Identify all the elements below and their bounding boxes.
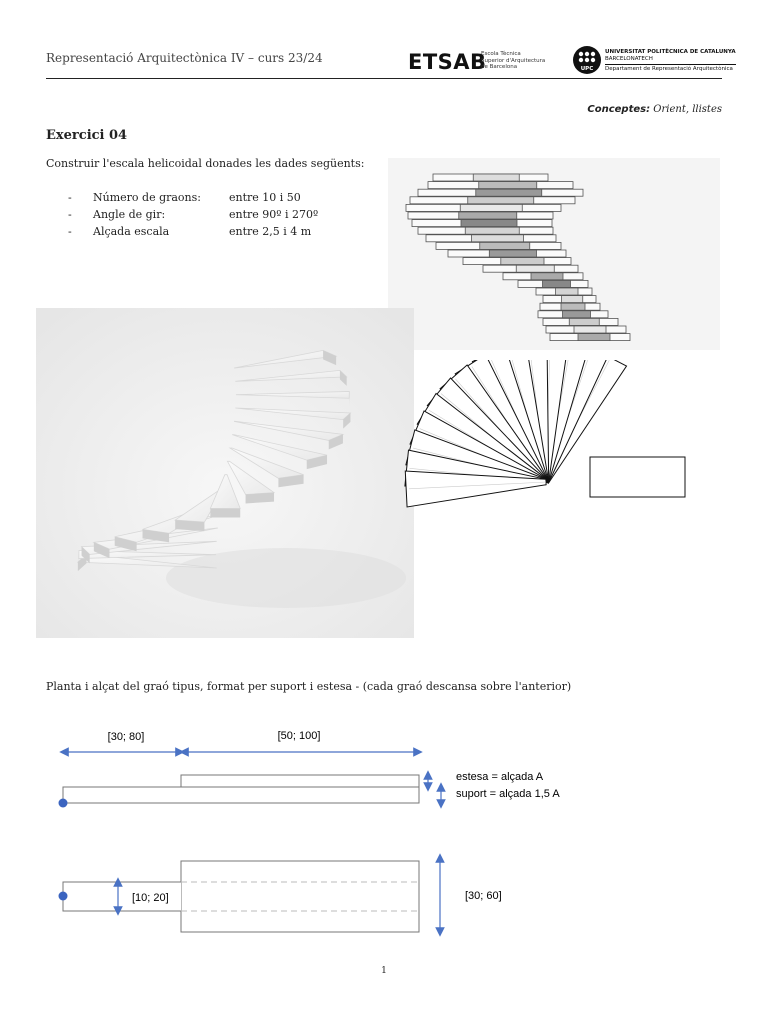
list-label: Alçada escala (93, 225, 170, 238)
upc-logo (573, 46, 601, 74)
etsab-logo: ETSAB (408, 50, 487, 74)
upc-text (605, 49, 736, 73)
elevation-step-shade (480, 242, 530, 249)
origin-point (59, 799, 68, 808)
elevation-step-shade (562, 296, 583, 303)
elevation-step-shade (476, 189, 542, 196)
course-header: Representació Arquitectònica IV – curs 23/24 (46, 51, 323, 65)
page-number: 1 (381, 966, 387, 976)
etsab-sub-line-1: Escola Tècnica (481, 51, 521, 57)
elevation-step-shade (563, 311, 591, 318)
legend-suport: suport = alçada 1,5 A (456, 788, 560, 800)
exercise-title: Exercici 04 (46, 128, 128, 143)
legend-estesa: estesa = alçada A (456, 771, 544, 783)
elevation-step-shade (468, 197, 534, 204)
etsab-subtitle (481, 51, 545, 71)
dim-depth-label: [30; 60] (465, 890, 502, 902)
elevation-step-shade (574, 326, 606, 333)
elevation-step-shade (459, 212, 517, 219)
elevation-step-shade (516, 265, 554, 272)
list-bullet: - (68, 191, 72, 204)
elevation-step-shade (569, 318, 599, 325)
dim-width-label: [10; 20] (132, 892, 169, 904)
upc-logo-text: UPC (580, 66, 594, 72)
dim-support-label: [30; 80] (107, 731, 145, 743)
elevation-step-shade (543, 280, 571, 287)
step-plan-elevation-diagram (44, 720, 644, 950)
render-tread-edge (246, 493, 274, 504)
elevation-step-shade (556, 288, 578, 295)
list-label: Número de graons: (93, 191, 201, 204)
list-bullet: - (68, 208, 72, 221)
upc-line-2: BARCELONATECH (605, 56, 653, 62)
dim-estesa-label: [50; 100] (277, 730, 321, 742)
elevation-step-shade (465, 227, 519, 234)
estesa-elevation (181, 775, 419, 788)
suport-elevation (63, 787, 419, 803)
plan-landing (590, 457, 685, 497)
elevation-step-shade (561, 303, 585, 310)
origin-point (59, 892, 68, 901)
elevation-step-shade (479, 182, 537, 189)
upc-line-1: UNIVERSITAT POLITÈCNICA DE CATALUNYA (605, 49, 736, 55)
section-description: Planta i alçat del graó tipus, format per suport i estesa - (cada graó descansa sobre l'anterior) (46, 680, 572, 693)
elevation-step-shade (501, 258, 544, 265)
list-item (46, 189, 318, 206)
etsab-sub-line-3: de Barcelona (481, 64, 518, 70)
elevation-step-shade (578, 334, 610, 341)
estesa-plan (181, 861, 419, 932)
list-value: entre 90º i 270º (229, 208, 319, 221)
spiral-stair-render (36, 308, 414, 638)
elevation-step-shade (472, 235, 524, 242)
list-item (46, 206, 318, 223)
stair-elevation-illustration (388, 158, 720, 350)
list-bullet: - (68, 225, 72, 238)
requirements-list (46, 189, 318, 240)
elevation-step-shade (473, 174, 519, 181)
elevation-step-shade (460, 204, 522, 211)
etsab-sub-line-2: Superior d'Arquitectura (481, 57, 546, 64)
list-value: entre 2,5 i 4 m (229, 225, 312, 238)
concepts-value: Orient, llistes (650, 104, 722, 115)
render-tread-edge (210, 508, 240, 517)
elevation-step-shade (489, 250, 536, 257)
list-item (46, 223, 318, 240)
header-rule (46, 78, 722, 79)
concepts-label: Conceptes: (587, 104, 651, 115)
concepts-line (587, 104, 722, 115)
upc-line-3: Departament de Representació Arquitectònica (605, 64, 736, 73)
exercise-intro: Construir l'escala helicoidal donades les dades següents: (46, 157, 365, 170)
list-label: Angle de gir: (93, 208, 166, 221)
elevation-step-shade (461, 220, 517, 227)
spiral-stair-plan (396, 360, 696, 620)
list-value: entre 10 i 50 (229, 191, 301, 204)
elevation-step-shade (531, 273, 563, 280)
